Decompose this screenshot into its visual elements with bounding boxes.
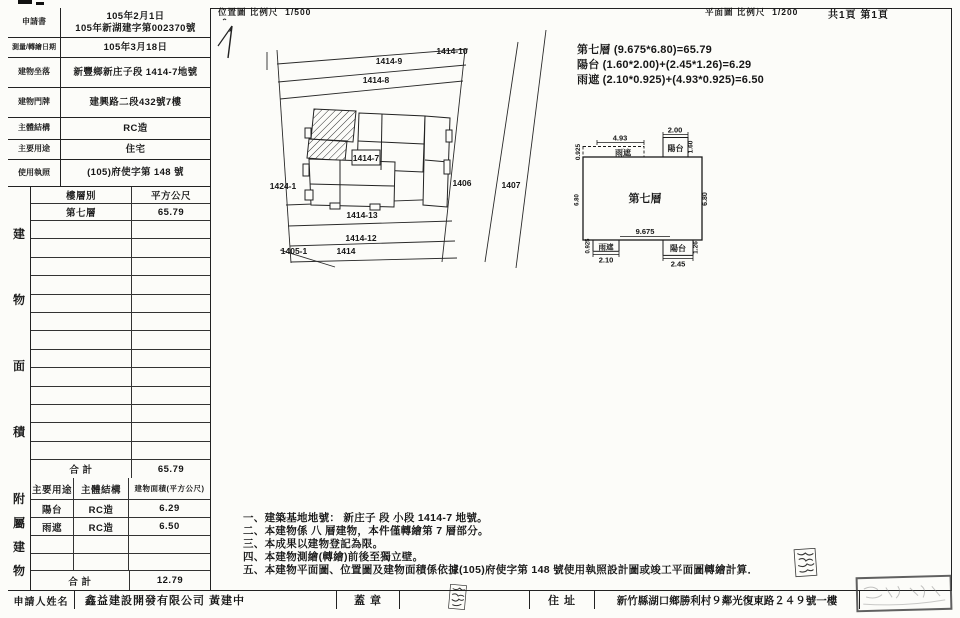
parcel-label: 1414-13 (346, 210, 378, 220)
empty-row (31, 258, 210, 276)
total-label: 合 計 (31, 571, 130, 590)
note-line: 二、本建物係 八 層建物，本件僅轉繪第 7 層部分。 (243, 525, 489, 537)
room-label: 第七層 (628, 193, 662, 205)
application-value (61, 8, 210, 37)
building-info-table (8, 8, 211, 590)
vertical-char: 積 (12, 424, 25, 439)
empty-row (31, 387, 210, 405)
row-license (8, 160, 210, 187)
row-usage (8, 140, 210, 160)
parcel-label: 1424-1 (269, 181, 297, 191)
dim-body-width: 9.675 (635, 227, 655, 236)
vertical-char: 物 (12, 293, 25, 308)
location-label: 建物坐落 (8, 58, 61, 87)
seal-label: 蓋 章 (337, 591, 400, 609)
row-door-plate (8, 88, 210, 118)
vertical-label-attached-building (8, 478, 31, 590)
attached-header (31, 478, 210, 500)
formula-canopy: 雨遮 (2.10*0.925)+(4.93*0.925)=6.50 (577, 74, 764, 86)
floor-plan-title: 平面圖 (705, 7, 734, 17)
attached-building-section (8, 478, 210, 590)
floor-total-row (31, 460, 210, 478)
parcel-label: 1407 (501, 180, 521, 190)
vertical-char: 附 (12, 491, 25, 506)
vertical-char: 屬 (12, 515, 25, 530)
vertical-char: 建 (12, 227, 25, 242)
empty-row (31, 554, 210, 571)
parcel-label: 1405-1 (280, 246, 308, 256)
floor-row-7f (31, 204, 210, 221)
floor-plan-drawing (565, 108, 745, 268)
site-plan-title: 位置圖 (218, 7, 247, 17)
applicant-row (8, 590, 952, 609)
attached-row-canopy (31, 518, 210, 536)
attached-area-header: 建物面積(平方公尺) (134, 484, 205, 493)
empty-row (31, 221, 210, 239)
floor-name: 第七層 (31, 204, 132, 220)
area-formulas (577, 43, 764, 88)
location-value: 新豐鄉新庄子段 1414-7地號 (73, 66, 198, 78)
parcel-label: 1406 (452, 178, 472, 188)
formula-floor: 第七層 (9.675*6.80)=65.79 (577, 44, 712, 56)
dim-top-balcony-height: 1.60 (687, 140, 695, 154)
attached-total-row (31, 571, 210, 590)
parcel-label: 1414-10 (436, 46, 468, 56)
canopy-label-bottom: 雨遮 (598, 242, 614, 252)
attached-structure: RC造 (74, 518, 129, 535)
parcel-label: 1414-9 (375, 56, 403, 66)
attached-row-balcony (31, 500, 210, 518)
empty-row (31, 423, 210, 441)
formula-balcony: 陽台 (1.60*2.00)+(2.45*1.26)=6.29 (577, 59, 752, 71)
total-area-value: 12.79 (156, 575, 184, 586)
attached-usage: 陽台 (31, 500, 74, 517)
canopy-label-top: 雨遮 (615, 148, 631, 158)
note-line: 一、建築基地地號： 新庄子 段 小段 1414-7 地號。 (243, 512, 488, 524)
usage-label: 主要用途 (8, 140, 61, 159)
row-location (8, 58, 210, 88)
parcel-label: 1414-8 (362, 75, 390, 85)
license-label: 使用執照 (8, 160, 61, 186)
dim-bottom-balcony-height: 1.26 (692, 241, 700, 254)
application-date: 105年2月1日 (106, 10, 165, 22)
note-line: 三、本成果以建物登記為限。 (243, 538, 384, 550)
sheet-page-info: 共1頁 第1頁 (828, 10, 889, 21)
floor-area-section (8, 187, 210, 478)
dim-top-canopy-height: 0.925 (575, 143, 582, 161)
address-value: 新竹縣湖口鄉勝利村９鄰光復東路２４９號一樓 (595, 591, 860, 609)
vertical-char: 物 (12, 563, 25, 578)
scale-value: 1/500 (285, 7, 312, 17)
empty-row (31, 276, 210, 294)
applicant-name-value: 鑫益建設開發有限公司 黃建中 (75, 591, 337, 609)
structure-value: RC造 (123, 122, 148, 134)
scan-artifact (18, 0, 32, 4)
empty-row (31, 536, 210, 554)
balcony-label-bottom: 陽台 (670, 244, 686, 253)
dim-bottom-canopy-width: 2.10 (598, 255, 614, 265)
scale-label: 比例尺 (249, 7, 279, 17)
floor-col-header: 樓層別 (31, 187, 132, 203)
floor-area-table (31, 187, 210, 478)
row-structure (8, 118, 210, 140)
applicant-seal-stamp (448, 584, 468, 611)
attached-area: 6.50 (159, 521, 180, 532)
attached-structure: RC造 (74, 500, 129, 517)
empty-row (31, 350, 210, 368)
dim-body-height-left: 6.80 (574, 194, 581, 206)
attached-structure-header: 主體結構 (74, 478, 129, 499)
surveyor-seal-stamp (793, 548, 819, 578)
application-number: 105年新湖建字第002370號 (75, 22, 196, 34)
note-line: 五、本建物平面圖、位置圖及建物面積係依據(105)府使字第 148 號使用執照設計圖或竣工平面圖轉繪計算． (243, 564, 759, 576)
empty-row (31, 405, 210, 423)
license-value: (105)府使字第 148 號 (87, 167, 184, 179)
floor-plan-header (705, 6, 798, 18)
scale-value: 1/200 (772, 7, 799, 17)
floor-area-value: 65.79 (157, 206, 185, 218)
dim-bottom-balcony-width: 2.45 (670, 259, 686, 268)
parcel-label-subject: 1414-7 (352, 153, 380, 163)
hatched-building-part (307, 139, 347, 161)
row-survey-date (8, 38, 210, 58)
structure-label: 主體結構 (8, 118, 61, 139)
door-plate-label: 建物門牌 (8, 88, 61, 117)
usage-value: 住宅 (125, 143, 146, 155)
empty-row (31, 295, 210, 313)
empty-row (31, 239, 210, 257)
parcel-label: 1414 (336, 246, 356, 256)
note-line: 四、本建物測繪(轉繪)前後至獨立壁。 (243, 551, 424, 563)
notes-block (243, 512, 883, 577)
scan-artifact (36, 2, 44, 5)
dim-body-height-right: 6.80 (702, 192, 709, 206)
attached-area: 6.29 (159, 503, 180, 514)
site-plan-drawing (255, 25, 565, 270)
door-plate-value: 建興路二段432號7樓 (89, 96, 182, 108)
address-label: 住 址 (530, 591, 595, 609)
survey-date-value: 105年3月18日 (103, 41, 168, 53)
dim-top-canopy-width: 4.93 (612, 133, 628, 143)
attached-usage: 雨遮 (31, 518, 74, 535)
total-label: 合 計 (31, 460, 132, 478)
scale-label: 比例尺 (736, 7, 766, 17)
empty-row (31, 442, 210, 460)
attached-building-table (31, 478, 210, 590)
survey-date-label: 測量/轉繪日期 (8, 38, 61, 57)
empty-row (31, 313, 210, 331)
floor-table-header (31, 187, 210, 204)
registry-stamp (856, 575, 953, 613)
dim-bottom-canopy-height: 0.925 (585, 238, 592, 254)
total-area-value: 65.79 (157, 463, 185, 475)
parcel-label: 1414-12 (345, 233, 377, 243)
vertical-char: 建 (12, 539, 25, 554)
row-application (8, 8, 210, 38)
hatched-building-part (311, 109, 356, 142)
applicant-name-label: 申請人姓名 (8, 591, 75, 609)
north-arrow-icon (212, 16, 248, 62)
balcony-label-top: 陽台 (667, 144, 684, 153)
dim-top-balcony-width: 2.00 (667, 125, 683, 135)
vertical-char: 面 (12, 358, 25, 373)
empty-row (31, 331, 210, 349)
attached-usage-header: 主要用途 (31, 478, 74, 499)
vertical-label-building-area (8, 187, 31, 478)
area-col-header: 平方公尺 (150, 191, 191, 202)
application-label: 申請書 (8, 8, 61, 37)
empty-row (31, 368, 210, 386)
